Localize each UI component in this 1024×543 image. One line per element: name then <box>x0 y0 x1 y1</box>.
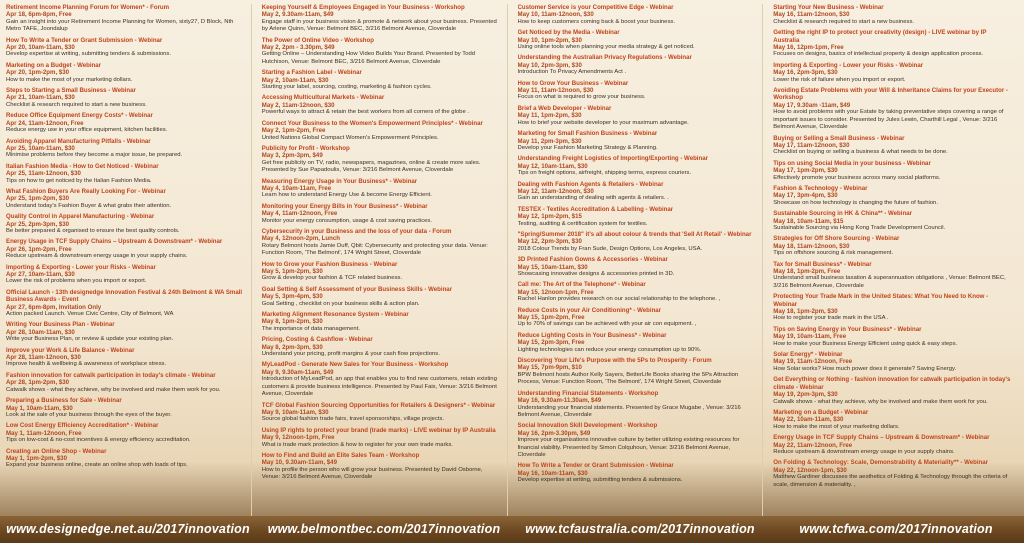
event-date: May 11, 2pm-3pm, $30 <box>517 137 582 145</box>
event-description: How to register your trade mark in the USA . <box>773 315 889 322</box>
event-date: Apr 20, 10am-11am, $30 <box>6 44 75 52</box>
event-item <box>6 188 245 210</box>
event-item <box>6 422 245 444</box>
event-item <box>518 231 757 253</box>
event-title: Goal Setting & Self Assessment of your Business Skills - Webinar <box>261 285 453 293</box>
event-title: Creating an Online Shop - Webinar <box>6 447 107 455</box>
event-date: Apr 28, 10am-11am, $30 <box>6 328 75 336</box>
event-title: How to Grow your Fashion Business - Webinar <box>261 260 398 268</box>
event-date: May 12, 10am-11am, $30 <box>517 162 588 170</box>
event-item <box>773 434 1012 456</box>
event-date: May 9, 12noon-1pm, Free <box>261 434 335 442</box>
event-title: Energy Usage in TCF Supply Chains – Upstream & Downstream* - Webinar <box>773 434 990 442</box>
event-description: Checklist & research required to start a new business. <box>773 18 915 25</box>
event-item <box>262 261 501 283</box>
footer-url-belmontbec[interactable]: www.belmontbec.com/2017innovation <box>267 522 501 536</box>
event-item <box>773 293 1012 323</box>
event-title: Fashion & Technology - Webinar <box>773 184 868 192</box>
event-item <box>6 37 245 59</box>
event-description: Focuses on designs, basics of intellectual property & design application process. <box>773 51 984 58</box>
event-item <box>518 181 757 203</box>
event-date: May 16, 2pm-3.30pm, $49 <box>517 429 591 437</box>
event-title: On Folding & Technology: Scale, Demonstrability & Materiality** - Webinar <box>773 459 989 467</box>
event-description: Reduce energy use in your office equipment, kitchen facilities. <box>6 127 168 134</box>
event-description: Tips on low-cost & no-cost incentives & energy efficiency accreditation. <box>6 437 191 444</box>
event-item <box>262 94 501 116</box>
event-item <box>518 357 757 387</box>
event-description: Catwalk shows - what they achieve, why be involved and make them work for you. <box>773 398 988 405</box>
event-title: Preparing a Business for Sale - Webinar <box>6 397 122 405</box>
footer-url-tcfwa[interactable]: www.tcfwa.com/2017innovation <box>799 522 993 536</box>
event-date: Apr 25, 1pm-2pm, $30 <box>6 195 69 203</box>
event-date: May 5, 3pm-4pm, $30 <box>261 293 323 301</box>
event-item <box>518 155 757 177</box>
event-date: May 2, 1pm-2pm, Free <box>261 127 326 135</box>
event-item <box>6 238 245 260</box>
event-description: Write your Business Plan, or review & update your existing plan. <box>6 336 174 343</box>
event-date: May 17, 11am-12noon, $30 <box>773 141 850 149</box>
event-description: Improve health & wellbeing & awareness of workplace stress. <box>6 361 167 368</box>
event-date: Apr 28, 1pm-2pm, $30 <box>6 379 69 387</box>
event-description: Matthew Gardiner discusses the aesthetics of Folding & Technology through the criteria of scale, dimension & materiality. , <box>773 474 1008 488</box>
event-item <box>6 112 245 134</box>
event-item <box>518 390 757 420</box>
event-date: May 17, 9.30am -11am, $49 <box>773 101 851 109</box>
event-date: May 18, 1pm-2pm, $30 <box>773 308 838 316</box>
event-item <box>518 4 757 26</box>
event-description: Engage staff in your business vision & promote & network about your business. Presented by Arlene Quinn, Venue: Belmont BEC, 3/216 Belmont Avenue, Cloverdale <box>261 18 497 33</box>
event-date: Apr 27, 6pm-8pm, Invitation Only <box>6 303 102 311</box>
event-description: Tips on offshore sourcing & risk management. <box>773 250 894 257</box>
event-description: Goal Setting , checklist on your business skills & action plan. <box>261 300 420 307</box>
event-title: Marketing on a Budget - Webinar <box>773 408 869 416</box>
event-title: Energy Usage in TCF Supply Chains – Upstream & Downstream* - Webinar <box>6 238 223 246</box>
event-title: "Spring/Summer 2018" it's all about colour & trends that 'Sell At Retail' - Webinar <box>517 230 752 238</box>
event-date: May 10, 1pm-2pm, $30 <box>517 36 582 44</box>
event-description: 2018 Colour Trends by Fran Sude, Design Options, Los Angeles, USA. <box>517 245 703 252</box>
event-date: May 15, 1pm-2pm, Free <box>517 314 585 322</box>
event-title: TCF Global Fashion Sourcing Opportunities for Retailers & Designers* - Webinar <box>261 401 496 409</box>
event-title: Marketing on a Budget - Webinar <box>6 61 102 69</box>
event-item <box>262 69 501 91</box>
event-title: How to Find and Build an Elite Sales Team - Workshop <box>261 451 420 459</box>
event-description: Understand your pricing, profit margins & your cash flow projections. <box>261 351 440 358</box>
event-date: May 19, 11am-12noon, Free <box>773 358 853 366</box>
event-date: May 22, 12noon-1pm, $30 <box>773 466 847 474</box>
event-date: May 16, 9.30am-11.30am, $49 <box>517 397 602 405</box>
event-title: Using IP rights to protect your brand (trade marks) - LIVE webinar by IP Australia <box>261 426 496 434</box>
event-title: How To Write a Tender or Grant Submission - Webinar <box>517 462 674 470</box>
event-date: Apr 25, 10am-11am, $30 <box>6 144 75 152</box>
event-description: Tips on freight options, airfreight, shipping terms, express couriers. <box>517 170 692 177</box>
event-item <box>518 462 757 484</box>
event-description: How to profile the person who will grow your business. Presented by David Osborne, Venue: 3/216 Belmont Avenue, Cloverdale <box>261 466 483 481</box>
event-description: Understand today's Fashion Buyer & what grabs their attention. <box>6 202 172 209</box>
event-title: Customer Service is your Competitive Edge - Webinar <box>517 4 674 11</box>
event-date: May 12, 1pm-2pm, $15 <box>517 213 582 221</box>
event-item <box>6 213 245 235</box>
event-title: Steps to Starting a Small Business - Webinar <box>6 87 136 95</box>
event-item <box>773 29 1012 59</box>
event-date: May 2, 10am-11am, $30 <box>261 76 329 84</box>
event-item <box>6 372 245 394</box>
event-description: Develop expertise at writing, submitting tenders & submissions. <box>517 477 683 484</box>
event-title: Accessing Multicultural Markets - Webinar <box>261 94 385 102</box>
event-date: Apr 21, 10am-11am, $30 <box>6 94 75 102</box>
event-item <box>6 4 245 34</box>
event-item <box>773 235 1012 257</box>
event-column-1 <box>6 4 252 516</box>
event-item <box>518 80 757 102</box>
event-title: Get Noticed by the Media - Webinar <box>517 29 620 37</box>
event-item <box>518 54 757 76</box>
event-date: May 1, 11am-12noon, Free <box>6 429 82 437</box>
event-title: Italian Fashion Media - How to Get Noticed - Webinar <box>6 162 159 170</box>
event-item <box>773 351 1012 373</box>
event-column-3 <box>518 4 764 516</box>
event-date: May 19, 2pm-3pm, $30 <box>773 391 838 399</box>
event-description: Introduction of MyLeadPod, an app that enables you to find new customers, retain existing customers & provide business intelligence. Presented by Paul Faix, Venue: 3/216 Belmont Avenue, Cloverdale <box>261 376 497 398</box>
event-description: Using online tools when planning your media strategy & get noticed. <box>517 44 695 51</box>
event-date: May 15, 2pm-3pm, Free <box>517 339 585 347</box>
event-description: Checklist & research required to start a new business. <box>6 101 147 108</box>
event-date: Apr 26, 1pm-2pm, Free <box>6 245 72 253</box>
event-item <box>518 307 757 329</box>
event-description: Up to 70% of savings can be achieved with your air con equipment. , <box>517 321 697 328</box>
event-item <box>262 286 501 308</box>
event-description: Gain an understanding of dealing with agents & retailers. . <box>517 195 669 202</box>
event-description: BPW Belmont hosts Author Kelly Sayers, BetterLife Books sharing the 5Ps Attraction Process, Venue: Function Room, 'The Belmont', 174 Wright Street, Cloverdale <box>517 371 739 386</box>
event-date: May 4, 11am-12noon, Free <box>261 210 338 218</box>
event-description: United Nations Global Compact Women's Empowerment Principles. <box>261 134 439 141</box>
event-description: Minimise problems before they become a major issue, be prepared. <box>6 152 183 159</box>
event-title: Importing & Exporting - Lower your Risks - Webinar <box>6 263 156 271</box>
event-description: How to make the most of your marketing dollars. <box>6 76 133 83</box>
event-item <box>6 87 245 109</box>
event-description: Understanding your financial statements. Presented by Grace Mugabe , Venue: 3/216 Belmont Avenue, Cloverdale <box>517 404 741 418</box>
event-date: May 18, 1pm-2pm, Free <box>773 268 841 275</box>
event-item <box>262 311 501 333</box>
event-title: Tips on using Social Media in your business - Webinar <box>773 159 931 167</box>
event-title: Starting Your New Business - Webinar <box>773 4 884 11</box>
event-title: Cybersecurity in your Business and the loss of your data - Forum <box>261 227 452 235</box>
event-item <box>6 321 245 343</box>
event-description: Be better prepared & organised to ensure the best quality controls. <box>6 227 180 234</box>
event-title: Importing & Exporting - Lower your Risks - Webinar <box>773 61 924 69</box>
event-description: Develop your Fashion Marketing Strategy & Planning. <box>517 144 658 151</box>
event-item <box>518 332 757 354</box>
event-title: Connect Your Business to the Women's Empowerment Principles* - Webinar <box>261 119 483 127</box>
event-title: Keeping Yourself & Employees Engaged in Your Business - Workshop <box>261 4 465 11</box>
event-description: What is trade mark protection & how to register for your own trade marks. <box>261 441 453 448</box>
event-description: Get free publicity on TV, radio, newspapers, magazines, online & create more sales. Presented by Sue Papadoulis, Venue: 3/216 Belmont Avenue, Cloverdale <box>261 159 481 174</box>
event-date: Apr 24, 11am-12noon, Free <box>6 119 84 127</box>
event-title: Understanding Freight Logistics of Importing/Exporting - Webinar <box>517 155 708 163</box>
event-description: Introduction To Privacy Amendments Act . <box>517 69 627 76</box>
event-date: May 1, 10am-11am, $30 <box>6 404 73 412</box>
event-description: How to make your Business Energy Efficient using quick & easy steps. <box>773 340 958 347</box>
event-description: Catwalk shows - what they achieve, why be involved and make them work for you. <box>6 386 221 393</box>
event-date: May 1, 1pm-2pm, $30 <box>6 454 67 462</box>
event-item <box>518 206 757 228</box>
event-item <box>773 4 1012 26</box>
event-title: Brief a Web Developer - Webinar <box>517 104 612 112</box>
event-description: Understand small business taxation & superannuation obligations , Venue: Belmont BEC, 3/216 Belmont Avenue, Cloverdale <box>773 275 1006 289</box>
event-description: How to avoid problems with your Estate by taking preventative steps covering a range of important issues to consider. Presented by Jules Lewin, Charthill Legal , Venue: 3/216 Belmont Avenue, Cloverdale <box>773 109 1004 131</box>
event-item <box>6 448 245 470</box>
event-description: Improve your organisations innovative culture by better utilizing existing resources for financial viability. Presented by Simon Colquhoun, Venue: 3/216 Belmont Avenue, Cloverdale <box>517 437 740 458</box>
event-date: May 11, 1pm-2pm, $30 <box>517 112 582 120</box>
event-date: May 10, 11am-12noon, $30 <box>517 11 594 19</box>
event-description: Effectively promote your business across many social platforms. <box>773 174 941 181</box>
event-date: May 8, 1pm-2pm, $30 <box>261 318 323 326</box>
event-item <box>518 29 757 51</box>
event-title: Discovering Your Life's Purpose with the 5Ps to Prosperity - Forum <box>517 357 712 365</box>
event-title: Marketing Alignment Resonance System - Webinar <box>261 311 409 319</box>
event-item <box>518 256 757 278</box>
event-title: Reduce Costs in your Air Conditioning* - Webinar <box>517 306 662 314</box>
event-item <box>773 62 1012 84</box>
event-description: Checklist on buying or selling a business & what needs to be done. <box>773 149 948 156</box>
event-title: Call me: The Art of the Telephone* - Webinar <box>517 281 646 289</box>
event-item <box>262 361 501 398</box>
event-description: Reduce upstream & downstream energy usage in your supply chains. <box>773 448 955 455</box>
event-title: The Power of Online Video - Workshop <box>261 36 374 44</box>
event-title: Marketing for Small Fashion Business - Webinar <box>517 130 658 138</box>
event-title: Protecting Your Trade Mark in the United States: What You Need to Know - Webinar <box>773 293 989 308</box>
event-date: May 4, 10am-11am, Free <box>261 184 332 192</box>
event-title: Tips on Saving Energy in Your Business* - Webinar <box>773 325 922 333</box>
event-description: Gain an insight into your Retirement Income Planning for Women, sixty27, D Block, Nth Metro TAFE, Joondalup <box>6 18 234 33</box>
event-date: May 10, 2pm-3pm, $30 <box>517 61 582 69</box>
event-description: Testing, auditing & certification system for textiles. <box>517 220 648 227</box>
event-date: Apr 20, 1pm-2pm, $30 <box>6 69 69 77</box>
event-description: Getting Online – Understanding How Video Builds Your Brand. Presented by Todd Hutchison, Venue: Belmont BEC, 3/216 Belmont Avenue, Cloverdale <box>261 51 476 65</box>
event-date: May 16, 10am-11am, $30 <box>517 469 588 477</box>
event-description: Showcasing innovative designs & accessories printed in 3D. <box>517 271 675 277</box>
event-item <box>262 336 501 358</box>
event-item <box>773 459 1012 489</box>
event-description: Learn how to understand Energy Use & become Energy Efficient. <box>261 192 432 199</box>
event-title: TESTEX - Textiles Accreditation & Labelling - Webinar <box>517 205 674 213</box>
event-date: May 12, 2pm-3pm, $30 <box>517 238 582 246</box>
event-title: Solar Energy* - Webinar <box>773 351 843 359</box>
event-description: Showcase on how technology is changing the future of fashion. <box>773 199 938 206</box>
event-title: Publicity for Profit - Workshop <box>261 144 350 152</box>
event-description: How to brief your website developer to your maximum advantage. <box>517 119 689 126</box>
event-date: May 2, 9.30am-11am, $49 <box>261 11 334 19</box>
event-title: Get Everything or Nothing - fashion innovation for catwalk participation in today's climate - Webinar <box>773 376 1011 391</box>
event-date: May 17, 3pm-4pm, $30 <box>773 192 838 200</box>
event-item <box>262 427 501 449</box>
event-item <box>773 409 1012 431</box>
event-title: What Fashion Buyers Are Really Looking For - Webinar <box>6 187 166 195</box>
event-item <box>262 402 501 424</box>
event-title: Sustainable Sourcing in HK & China** - Webinar <box>773 210 912 218</box>
event-date: Apr 27, 10am-11am, $30 <box>6 271 75 278</box>
event-item <box>6 289 245 319</box>
event-date: Apr 25, 2pm-3pm, $30 <box>6 220 69 228</box>
event-item <box>6 138 245 160</box>
event-title: Understanding Financial Statements - Workshop <box>517 389 659 397</box>
event-description: How to keep customers coming back & boost your business. <box>517 18 675 25</box>
event-date: May 15, 7pm-9pm, $10 <box>517 364 582 372</box>
event-item <box>262 452 501 482</box>
event-description: How Solar works? How much power does it generate? Saving Energy. <box>773 365 957 372</box>
event-item <box>518 281 757 303</box>
event-date: May 17, 1pm-2pm, $30 <box>773 167 838 175</box>
event-date: May 5, 1pm-2pm, $30 <box>261 268 323 275</box>
event-title: Quality Control in Apparel Manufacturing - Webinar <box>6 213 155 221</box>
event-description: Rotary Belmont hosts Jamie Duff, Qbit: Cybersecurity and protecting your data. Venue: Function Room, 'The Belmont', 174 Wright Street, Cloverdale <box>261 242 488 257</box>
event-item <box>6 264 245 286</box>
event-item <box>518 422 757 459</box>
event-description: Reduce upstream & downstream energy usage in your supply chains. <box>6 253 188 260</box>
event-date: May 10, 9.30am-11am, $49 <box>261 459 337 467</box>
event-item <box>262 145 501 175</box>
event-description: Tips on how to get noticed by the Italian Fashion Media. <box>6 177 152 184</box>
event-title: Writing Your Business Plan - Webinar <box>6 321 115 329</box>
event-item <box>773 87 1012 131</box>
event-title: Buying or Selling a Small Business - Webinar <box>773 134 905 142</box>
event-date: May 15, 12noon-1pm, Free <box>517 288 594 296</box>
event-date: May 9, 9.30am-11am, $49 <box>261 368 334 376</box>
event-date: May 2, 2pm - 3.30pm, $49 <box>261 44 335 52</box>
event-title: Strategies for Off Shore Sourcing - Webinar <box>773 235 900 243</box>
event-date: May 9, 10am-11am, $30 <box>261 408 329 416</box>
event-date: May 16, 2pm-3pm, $30 <box>773 69 838 77</box>
event-date: May 4, 12noon-2pm, Lunch <box>261 235 340 243</box>
event-description: Starting your label, sourcing, costing, marketing & fashion cycles. <box>261 84 432 91</box>
event-item <box>262 203 501 225</box>
event-title: MyLeadPod - Generate New Sales for Your Business - Workshop <box>261 361 449 369</box>
event-description: Powerful ways to attract & retain the best workers from all corners of the globe . <box>261 109 469 116</box>
event-item <box>6 397 245 419</box>
event-title: Reduce Office Equipment Energy Costs* - Webinar <box>6 112 153 120</box>
event-item <box>262 37 501 67</box>
event-description: The importance of data management. <box>261 325 360 332</box>
event-date: May 16, 11am-12noon, $30 <box>773 11 850 19</box>
event-item <box>773 135 1012 157</box>
event-item <box>773 326 1012 348</box>
event-description: Monitor your energy consumption, usage & cost saving practices. <box>261 217 433 224</box>
event-item <box>773 261 1012 291</box>
footer-url-tcfaustralia[interactable]: www.tcfaustralia.com/2017innovation <box>525 522 755 536</box>
event-item <box>6 62 245 84</box>
event-item <box>262 178 501 200</box>
event-description: Expand your business online, create an online shop with loads of tips. <box>6 462 188 469</box>
event-date: May 2, 11am-12noon, $30 <box>261 101 335 109</box>
event-description: Grow & develop your fashion & TCF related business. <box>261 275 403 282</box>
event-item <box>262 4 501 34</box>
event-description: Focus on what is required to grow your business. <box>517 94 646 101</box>
event-title: Monitoring your Energy Bills in Your Business* - Webinar <box>261 202 428 210</box>
event-column-2 <box>262 4 508 516</box>
event-description: Action packed Launch. Venue Civic Centre, City of Belmont, WA <box>6 311 174 318</box>
event-description: Source global fashion trade fairs, travel sponsorships, village projects. <box>261 416 445 423</box>
event-date: May 15, 10am-11am, $30 <box>517 263 588 271</box>
event-column-4 <box>773 4 1018 516</box>
event-item <box>773 160 1012 182</box>
event-item <box>773 185 1012 207</box>
event-title: Starting a Fashion Label - Webinar <box>261 69 362 77</box>
event-date: May 19, 10am-11am, Free <box>773 333 847 341</box>
event-title: Official Launch - 13th designedge Innovation Festival & 24th Belmont & WA Small Business Awards - Event <box>6 288 243 304</box>
event-item <box>6 163 245 185</box>
event-description: Look at the sale of your business through the eyes of the buyer. <box>6 411 172 418</box>
event-date: Apr 25, 11am-12noon, $30 <box>6 170 81 178</box>
event-title: Retirement Income Planning Forum for Women* - Forum <box>6 4 170 11</box>
event-title: Reduce Lighting Costs in Your Business* - Webinar <box>517 331 667 339</box>
event-description: Sustainable Sourcing via Hong Kong Trade Development Council. <box>773 224 946 231</box>
event-title: Measuring Energy Usage in Your Business* - Webinar <box>261 177 418 185</box>
event-item <box>262 120 501 142</box>
event-item <box>518 130 757 152</box>
event-date: May 18, 10am-11am, $15 <box>773 217 844 225</box>
event-title: Understanding the Australian Privacy Regulations - Webinar <box>517 54 692 62</box>
event-date: Apr 28, 11am-12noon, $30 <box>6 354 81 362</box>
event-item <box>773 376 1012 406</box>
event-item <box>518 105 757 127</box>
event-title: Getting the right IP to protect your creativity (design) - LIVE webinar by IP Australia <box>773 29 987 44</box>
event-date: Apr 18, 6pm-8pm, Free <box>6 11 72 19</box>
event-description: Lighting technologies can reduce your energy consumption up to 90%. <box>517 346 702 353</box>
event-columns <box>6 4 1018 516</box>
event-date: May 16, 12pm-1pm, Free <box>773 44 844 52</box>
event-description: How to make the most of your marketing dollars. <box>773 423 900 430</box>
event-title: Tax for Small Business* - Webinar <box>773 260 872 268</box>
event-title: Improve your Work & Life Balance - Webinar <box>6 346 135 354</box>
event-title: 3D Printed Fashion Gowns & Accessories - Webinar <box>517 256 668 264</box>
footer-url-bar <box>0 516 1024 543</box>
event-date: May 22, 11am-12noon, Free <box>773 441 853 449</box>
event-date: May 18, 11am-12noon, $30 <box>773 242 850 250</box>
event-item <box>6 347 245 369</box>
event-title: How To Write a Tender or Grant Submission - Webinar <box>6 36 163 44</box>
event-title: Avoiding Apparel Manufacturing Pitfalls - Webinar <box>6 137 151 145</box>
event-title: Social Innovation Skill Development - Workshop <box>517 422 658 430</box>
footer-url-designedge[interactable]: www.designedge.net.au/2017innovation <box>6 522 250 536</box>
event-date: May 22, 10am-11am, $30 <box>773 416 844 424</box>
event-description: Lower the risk of problems when you import or export. <box>6 278 147 285</box>
event-date: May 3, 2pm-3pm, $49 <box>261 152 323 160</box>
event-date: May 8, 2pm-3pm, $30 <box>261 343 323 351</box>
event-date: May 12, 11am-12noon, $30 <box>517 187 594 195</box>
event-item <box>262 228 501 258</box>
event-title: Pricing, Costing & Cashflow - Webinar <box>261 336 373 344</box>
event-title: Low Cost Energy Efficiency Accreditation* - Webinar <box>6 422 159 430</box>
event-description: Develop expertise at writing, submitting tenders & submissions. <box>6 51 172 58</box>
event-title: Fashion innovation for catwalk participation in today's climate - Webinar <box>6 371 216 379</box>
event-item <box>773 210 1012 232</box>
event-description: Rachel Hanlon provides research on our social relationship to the telephone. , <box>517 296 721 303</box>
event-title: How to Grow Your Business - Webinar <box>517 79 629 87</box>
event-title: Dealing with Fashion Agents & Retailers - Webinar <box>517 180 664 188</box>
event-description: Lower the risk of failure when you import or export. <box>773 76 906 83</box>
event-date: May 11, 11am-12noon, $30 <box>517 87 594 95</box>
event-title: Avoiding Estate Problems with your Will & Inheritance Claims for your Executor - Workshop <box>773 87 1008 102</box>
